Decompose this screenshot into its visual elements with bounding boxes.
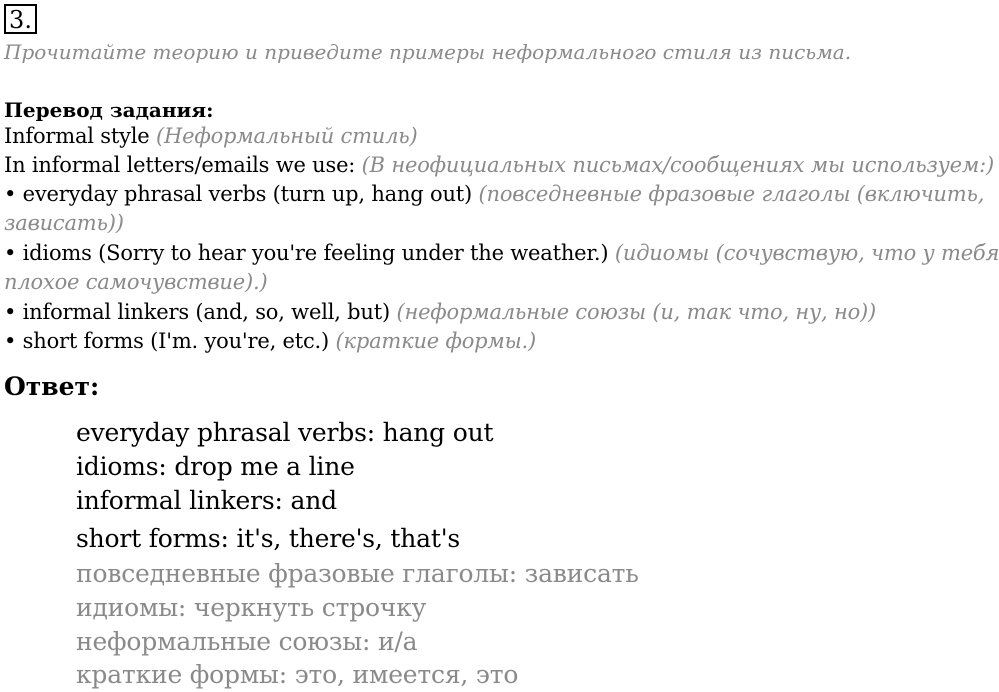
task-instruction: Прочитайте теорию и приведите примеры неформального стиля из письма. xyxy=(4,40,852,64)
translation-en: • everyday phrasal verbs (turn up, hang out) xyxy=(4,182,479,206)
translation-en: • short forms (I'm. you're, etc.) xyxy=(4,329,336,353)
translation-en: Informal style xyxy=(4,124,156,148)
translation-line xyxy=(4,182,984,206)
translation-line xyxy=(4,241,999,265)
translation-line xyxy=(4,300,876,324)
translation-line xyxy=(4,124,418,148)
translation-ru: (краткие формы.) xyxy=(335,329,536,353)
translation-heading: Перевод задания: xyxy=(4,98,214,122)
translation-ru: (В неофициальных письмах/сообщениях мы используем:) xyxy=(361,153,994,177)
answer-line-en: short forms: it's, there's, that's xyxy=(76,524,461,553)
answer-line-en: informal linkers: and xyxy=(76,486,337,515)
translation-ru: (Неформальный стиль) xyxy=(156,124,418,148)
answer-line-ru: идиомы: черкнуть строчку xyxy=(76,593,427,622)
task-number-box xyxy=(4,4,37,34)
translation-en: In informal letters/emails we use: xyxy=(4,153,362,177)
translation-en: • informal linkers (and, so, well, but) xyxy=(4,300,397,324)
task-number: 3. xyxy=(9,6,32,34)
answer-line-en: everyday phrasal verbs: hang out xyxy=(76,418,494,447)
translation-ru: плохое самочувствие).) xyxy=(4,270,268,294)
translation-ru: (идиомы (сочувствую, что у тебя xyxy=(614,241,999,265)
translation-line xyxy=(4,153,994,177)
translation-line xyxy=(4,329,536,353)
answer-line-ru: краткие формы: это, имеется, это xyxy=(76,660,519,689)
answer-line-en: idioms: drop me a line xyxy=(76,452,355,481)
answer-line-ru: повседневные фразовые глаголы: зависать xyxy=(76,559,639,588)
translation-ru: зависать)) xyxy=(4,211,124,235)
translation-line xyxy=(4,211,124,235)
translation-ru: (неформальные союзы (и, так что, ну, но)) xyxy=(396,300,877,324)
answer-heading: Ответ: xyxy=(4,372,100,401)
translation-en: • idioms (Sorry to hear you're feeling under the weather.) xyxy=(4,241,615,265)
translation-line xyxy=(4,270,267,294)
translation-ru: (повседневные фразовые глаголы (включить, xyxy=(478,182,985,206)
answer-line-ru: неформальные союзы: и/а xyxy=(76,627,418,656)
